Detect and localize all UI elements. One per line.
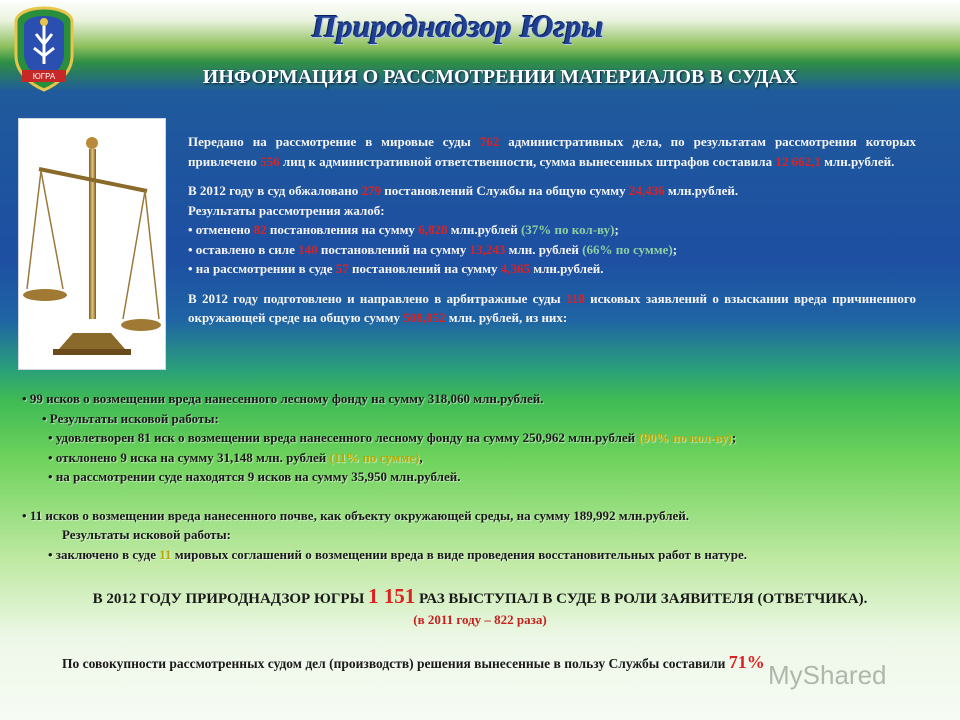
paragraph-magistrate-courts: Передано на рассмотрение в мировые суды 762 административных дела, по результатам рассмотрения которых привлечено 556 лиц к административной ответственности, сумма вынесенных штрафов составила 12 662,1 млн.рублей. [188,134,916,169]
appeals-results-heading: Результаты рассмотрения жалоб: [188,202,385,218]
claims-info-block [22,389,932,564]
scales-of-justice-icon [19,119,165,369]
list-item: • на рассмотрении в суде 57 постановлений на сумму 4,365 млн.рублей. [188,261,604,276]
success-rate-line: По совокупности рассмотренных судом дел (производств) решения вынесенные в пользу Службы составили 71% [62,652,765,672]
list-item: • заключено в суде 11 мировых соглашений о возмещении вреда в виде проведения восстановительных работ в натуре. [48,546,748,562]
claims-results-heading: • Результаты исковой работы: [42,410,219,426]
scales-image [18,118,166,370]
logo-text: ЮГРА [32,72,56,81]
court-appearances-summary: В 2012 ГОДУ ПРИРОДНАДЗОР ЮГРЫ 1 151 РАЗ ВЫСТУПАЛ В СУДЕ В РОЛИ ЗАЯВИТЕЛЯ (ОТВЕТЧИКА). [92,584,868,608]
list-item: • удовлетворен 81 иск о возмещении вреда нанесенного лесному фонду на сумму 250,962 млн.рублей (90% по кол-ву); [48,430,737,445]
page-title: ИНФОРМАЦИЯ О РАССМОТРЕНИИ МАТЕРИАЛОВ В СУДАХ [202,66,798,88]
paragraph-arbitration: В 2012 году подготовлено и направлено в арбитражные суды 110 исковых заявлений о взыскании вреда причиненного окружающей среде на общую сумму 508,052 млн. рублей, из них: [188,290,916,325]
org-title: Природнадзор Югры [312,8,604,44]
watermark: MyShared [768,660,887,690]
list-item: • 11 исков о возмещении вреда нанесенного почве, как объекту окружающей среды, на сумму 189,992 млн.рублей. [22,507,690,523]
soil-results-heading: Результаты исковой работы: [62,527,232,542]
list-item: • на рассмотрении суде находятся 9 исков на сумму 35,950 млн.рублей. [48,469,461,484]
paragraph-appeals: В 2012 году в суд обжаловано 279 постановлений Службы на общую сумму 24,436 млн.рублей. [188,183,739,198]
list-item: • отклонено 9 иска на сумму 31,148 млн. рублей (11% по сумме), [48,449,423,465]
list-item: • оставлено в силе 140 постановлений на сумму 13,243 млн. рублей (66% по сумме); [188,241,678,257]
list-item: • отменено 82 постановления на сумму 6,828 млн.рублей (37% по кол-ву); [188,222,619,237]
list-item: • 99 исков о возмещении вреда нанесенного лесному фонду на сумму 318,060 млн.рублей. [22,391,544,406]
courts-info-block [188,132,916,328]
previous-year-note: (в 2011 году – 822 раза) [413,612,547,627]
